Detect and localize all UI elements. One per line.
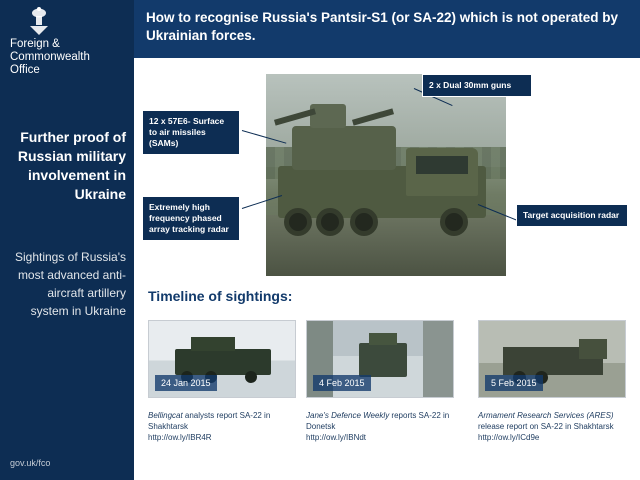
timeline-title: Timeline of sightings:: [148, 288, 293, 304]
left-subheading: Sightings of Russia's most advanced anti-aircraft artillery system in Ukraine: [14, 250, 126, 318]
left-heading: Further proof of Russian military involvement in Ukraine: [17, 129, 126, 202]
timeline-caption-2: [306, 410, 456, 443]
thumb1-wheel: [245, 371, 257, 383]
callout-phased-array-radar: Extremely high frequency phased array tracking radar: [142, 196, 240, 241]
timeline-thumbnails: [148, 320, 632, 408]
thumb2-turret: [369, 333, 397, 345]
date-badge: 4 Feb 2015: [313, 375, 371, 391]
thumb3-cab: [579, 339, 607, 359]
date-badge: 24 Jan 2015: [155, 375, 217, 391]
vehicle-windscreen: [416, 156, 468, 174]
footer-url: gov.uk/fco: [10, 458, 51, 468]
org-name: Foreign & Commonwealth Office: [10, 38, 90, 76]
tracking-radar: [310, 104, 346, 128]
caption-source: Bellingcat: [148, 411, 183, 420]
main-photo-area: [134, 58, 640, 283]
timeline-caption-1: [148, 410, 298, 443]
thumb1-turret: [191, 337, 235, 351]
caption-text: reports SA-22 in Donetsk: [306, 411, 450, 431]
vehicle-turret: [292, 126, 396, 170]
callout-target-acquisition-radar: Target acquisition radar: [516, 204, 628, 227]
page-title: How to recognise Russia's Pantsir-S1 (or SA-22) which is not operated by Ukrainian forces.: [146, 10, 619, 43]
caption-text: analysts report SA-22 in Shakhtarsk: [148, 411, 271, 431]
caption-source: Jane's Defence Weekly: [306, 411, 390, 420]
caption-text: release report on SA-22 in Shakhtarsk: [478, 422, 614, 431]
thumb2-trees-right: [423, 321, 453, 397]
callout-dual-guns: 2 x Dual 30mm guns: [422, 74, 532, 97]
callout-sams: 12 x 57E6- Surface to air missiles (SAMs): [142, 110, 240, 155]
timeline-thumbnail-3[interactable]: [478, 320, 626, 398]
title-bar: [134, 0, 640, 58]
pantsir-s1-photo: [266, 74, 506, 276]
caption-link[interactable]: http://ow.ly/IBR4R: [148, 433, 212, 442]
wheel: [350, 208, 378, 236]
royal-crest-icon: [26, 6, 52, 36]
left-panel: [0, 0, 134, 480]
timeline-thumbnail-2[interactable]: [306, 320, 454, 398]
thumb2-vehicle: [359, 343, 407, 377]
wheel: [284, 208, 312, 236]
caption-link[interactable]: http://ow.ly/IBNdt: [306, 433, 367, 442]
date-badge: 5 Feb 2015: [485, 375, 543, 391]
wheel: [440, 208, 468, 236]
wheel: [316, 208, 344, 236]
caption-link[interactable]: http://ow.ly/ICd9e: [478, 433, 540, 442]
timeline-caption-3: [478, 410, 628, 443]
timeline-thumbnail-1[interactable]: [148, 320, 296, 398]
caption-source: Armament Research Services (ARES): [478, 411, 614, 420]
